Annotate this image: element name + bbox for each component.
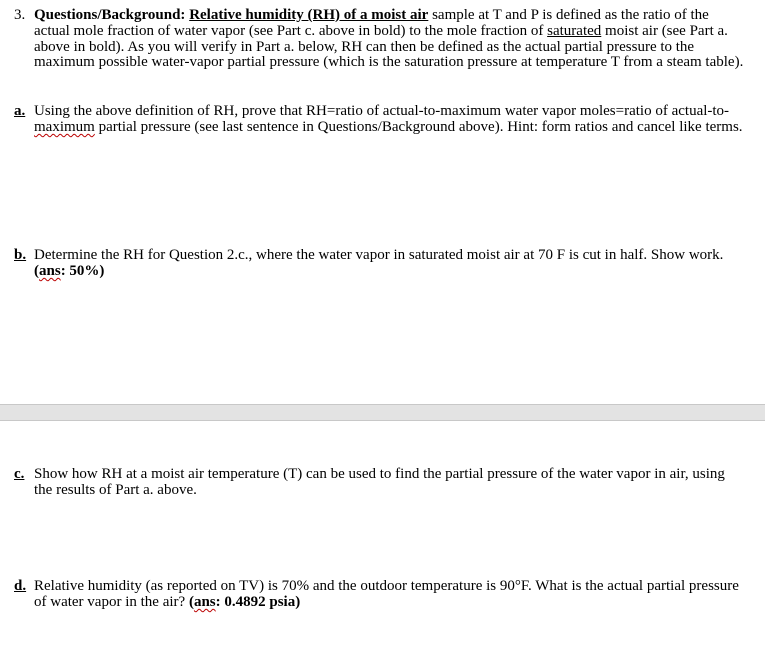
question-number: 3. <box>14 7 26 23</box>
question-3 <box>14 8 744 71</box>
question-intro-2: moist air (see Part a. above in bold). As you will verify in Part a. below, RH can then be defined as the actual partial pressure to the maximum possible water-vapor partial pressure (which is the saturation pressure at temperature T from a steam table). <box>34 22 744 71</box>
part-d-text <box>34 579 744 611</box>
part-c-label: c. <box>14 466 25 482</box>
part-c-text: Show how RH at a moist air temperature (T) can be used to find the partial pressure of the water vapor in air, using the results of Part a. above. <box>34 466 725 498</box>
part-b-answer <box>34 263 104 279</box>
part-a-text-2: partial pressure (see last sentence in Questions/Background above). Hint: form ratios and cancel like terms. <box>94 118 743 135</box>
part-d-text-main: Relative humidity (as reported on TV) is 70% and the outdoor temperature is 90°F. What is the actual partial pressure of water vapor in the air? <box>34 578 739 610</box>
part-a-label: a. <box>14 103 26 119</box>
page-break <box>0 404 765 421</box>
part-d-ans-word: ans <box>193 593 216 610</box>
part-d-ans-open: ( <box>188 593 194 610</box>
part-b-text <box>34 248 744 280</box>
part-a-maximum-word: maximum <box>34 118 95 135</box>
rh-definition-phrase: Relative humidity (RH) of a moist air <box>189 7 429 23</box>
part-b-text-main: Determine the RH for Question 2.c., where the water vapor in saturated moist air at 70 F is cut in half. Show work. <box>34 247 724 263</box>
question-label: Questions/Background: <box>34 7 186 23</box>
part-b-ans-word: ans <box>39 262 61 279</box>
part-d-answer <box>189 594 300 610</box>
part-a <box>14 104 744 136</box>
part-b-ans-value: : 50%) <box>60 262 105 279</box>
part-a-text-1: Using the above definition of RH, prove that RH=ratio of actual-to-maximum water vapor moles=ratio of actual-to- <box>34 103 730 119</box>
part-a-text <box>34 104 744 136</box>
part-d <box>14 579 744 611</box>
part-b <box>14 248 744 280</box>
saturated-word: saturated <box>547 22 602 39</box>
part-b-ans-open: ( <box>34 262 39 279</box>
question-text <box>34 8 744 71</box>
question-intro-1: sample at T and P is defined as the ratio of the actual mole fraction of water vapor (see Part c. above in bold) to the mole fraction of <box>34 7 709 39</box>
part-c <box>14 467 744 499</box>
part-b-label: b. <box>14 247 27 263</box>
part-d-ans-value: : 0.4892 psia) <box>215 593 301 610</box>
part-d-label: d. <box>14 578 27 594</box>
